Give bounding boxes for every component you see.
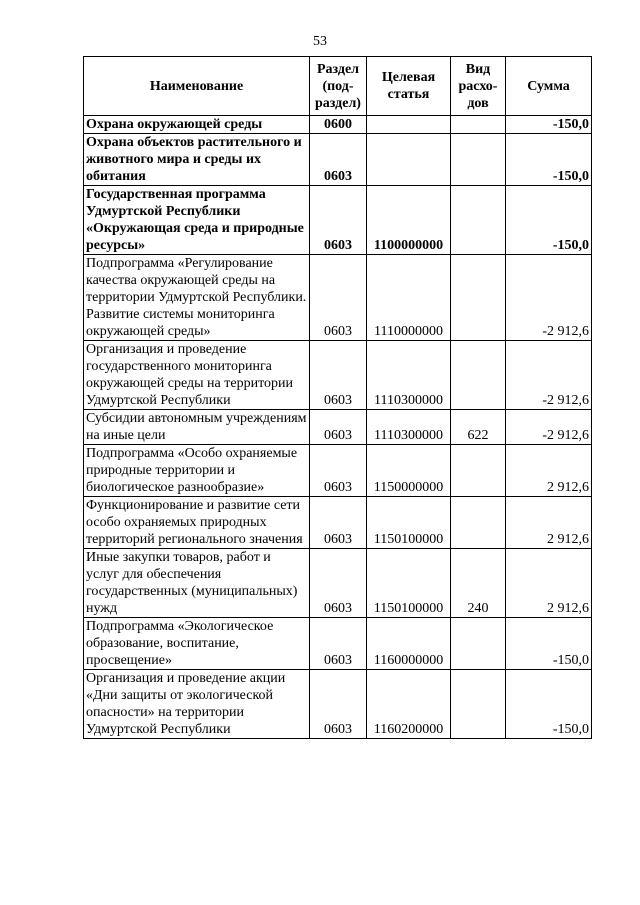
cell-sum: -2 912,6 bbox=[506, 255, 592, 341]
cell-sum: -150,0 bbox=[506, 116, 592, 134]
table-row bbox=[84, 618, 592, 670]
page-number: 53 bbox=[313, 34, 327, 49]
table-header bbox=[84, 57, 592, 116]
cell-name: Функционирование и развитие сети особо охраняемых природных территорий регионального значения bbox=[84, 497, 310, 549]
cell-expense bbox=[451, 255, 506, 341]
cell-sum: -150,0 bbox=[506, 670, 592, 739]
header-expense: Вид расхо-дов bbox=[451, 57, 506, 116]
cell-section: 0600 bbox=[310, 116, 367, 134]
cell-section: 0603 bbox=[310, 670, 367, 739]
cell-section: 0603 bbox=[310, 445, 367, 497]
cell-expense bbox=[451, 116, 506, 134]
cell-target: 1160200000 bbox=[367, 670, 451, 739]
cell-target: 1150000000 bbox=[367, 445, 451, 497]
header-target: Целевая статья bbox=[367, 57, 451, 116]
table-row bbox=[84, 116, 592, 134]
cell-section: 0603 bbox=[310, 410, 367, 445]
cell-target bbox=[367, 116, 451, 134]
cell-sum: -2 912,6 bbox=[506, 410, 592, 445]
budget-table bbox=[83, 56, 592, 739]
cell-expense bbox=[451, 670, 506, 739]
cell-expense bbox=[451, 341, 506, 410]
cell-target: 1110300000 bbox=[367, 410, 451, 445]
header-section: Раздел (под-раздел) bbox=[310, 57, 367, 116]
cell-section: 0603 bbox=[310, 549, 367, 618]
cell-expense: 240 bbox=[451, 549, 506, 618]
cell-sum: 2 912,6 bbox=[506, 497, 592, 549]
table-row bbox=[84, 134, 592, 186]
cell-name: Государственная программа Удмуртской Республики «Окружающая среда и природные ресурсы» bbox=[84, 186, 310, 255]
cell-expense bbox=[451, 134, 506, 186]
cell-name: Охрана объектов растительного и животного мира и среды их обитания bbox=[84, 134, 310, 186]
table-row bbox=[84, 445, 592, 497]
cell-expense bbox=[451, 445, 506, 497]
cell-expense bbox=[451, 186, 506, 255]
cell-name: Организация и проведение акции «Дни защиты от экологической опасности» на территории Удмуртской Республики bbox=[84, 670, 310, 739]
cell-target: 1160000000 bbox=[367, 618, 451, 670]
cell-name: Субсидии автономным учреждениям на иные цели bbox=[84, 410, 310, 445]
cell-sum: -150,0 bbox=[506, 186, 592, 255]
cell-section: 0603 bbox=[310, 341, 367, 410]
cell-name: Иные закупки товаров, работ и услуг для обеспечения государственных (муниципальных) нужд bbox=[84, 549, 310, 618]
cell-section: 0603 bbox=[310, 618, 367, 670]
table-row bbox=[84, 410, 592, 445]
cell-target: 1100000000 bbox=[367, 186, 451, 255]
cell-sum: -150,0 bbox=[506, 618, 592, 670]
cell-target: 1150100000 bbox=[367, 549, 451, 618]
header-name: Наименование bbox=[84, 57, 310, 116]
table-row bbox=[84, 341, 592, 410]
cell-sum: -2 912,6 bbox=[506, 341, 592, 410]
table-row bbox=[84, 549, 592, 618]
cell-name: Охрана окружающей среды bbox=[84, 116, 310, 134]
cell-name: Подпрограмма «Экологическое образование, воспитание, просвещение» bbox=[84, 618, 310, 670]
cell-expense bbox=[451, 618, 506, 670]
cell-name: Подпрограмма «Особо охраняемые природные территории и биологическое разнообразие» bbox=[84, 445, 310, 497]
cell-section: 0603 bbox=[310, 255, 367, 341]
cell-section: 0603 bbox=[310, 497, 367, 549]
cell-section: 0603 bbox=[310, 186, 367, 255]
cell-target: 1110300000 bbox=[367, 341, 451, 410]
cell-sum: 2 912,6 bbox=[506, 549, 592, 618]
cell-target: 1150100000 bbox=[367, 497, 451, 549]
table-row bbox=[84, 670, 592, 739]
cell-sum: 2 912,6 bbox=[506, 445, 592, 497]
cell-target: 1110000000 bbox=[367, 255, 451, 341]
header-sum: Сумма bbox=[506, 57, 592, 116]
table-row bbox=[84, 186, 592, 255]
cell-expense bbox=[451, 497, 506, 549]
cell-section: 0603 bbox=[310, 134, 367, 186]
table-row bbox=[84, 497, 592, 549]
cell-expense: 622 bbox=[451, 410, 506, 445]
cell-target bbox=[367, 134, 451, 186]
cell-name: Подпрограмма «Регулирование качества окружающей среды на территории Удмуртской Республики. Развитие системы мониторинга окружающей среды» bbox=[84, 255, 310, 341]
table-row bbox=[84, 255, 592, 341]
cell-sum: -150,0 bbox=[506, 134, 592, 186]
cell-name: Организация и проведение государственного мониторинга окружающей среды на территории Удмуртской Республики bbox=[84, 341, 310, 410]
